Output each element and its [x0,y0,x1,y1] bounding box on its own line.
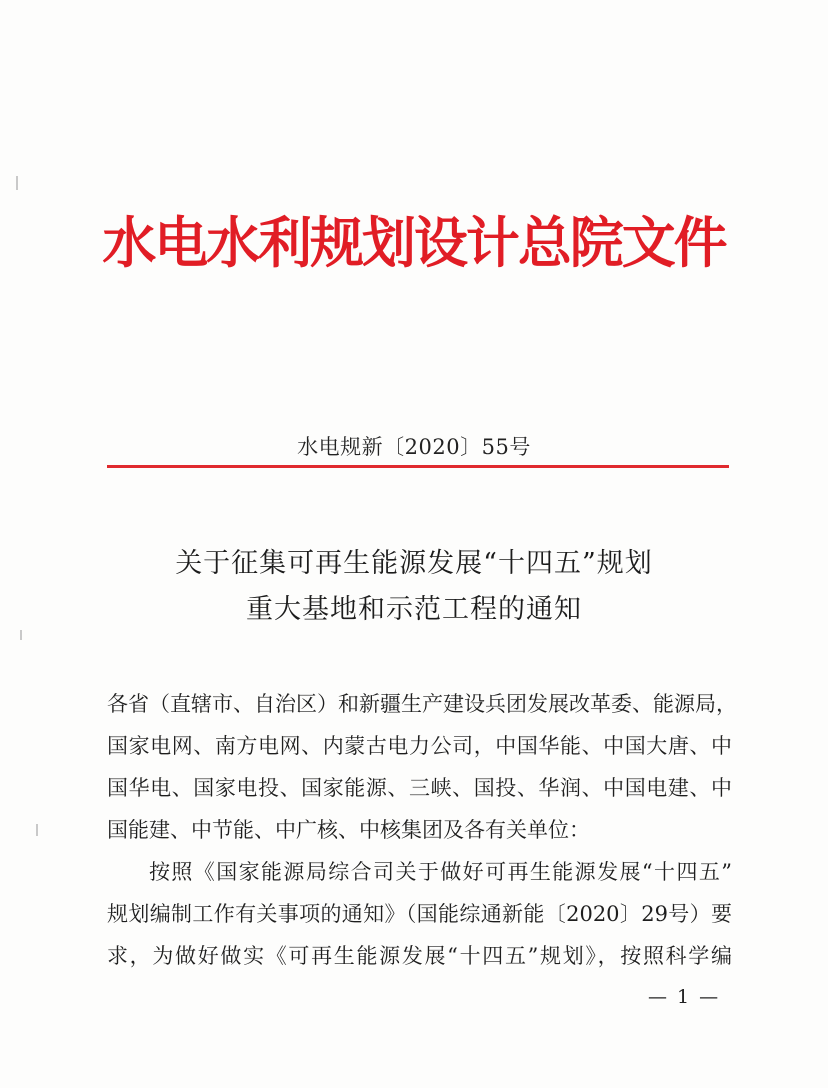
page-number: — 1 — [648,986,721,1008]
issuer-title: 水电水利规划设计总院文件 [102,211,726,275]
notice-title-line-2: 重大基地和示范工程的通知 [246,594,582,625]
notice-title-line-1: 关于征集可再生能源发展“十四五”规划 [175,548,653,579]
body-line: 国能建、中节能、中广核、中核集团及各有关单位： [107,818,590,842]
body-line: 各省（直辖市、自治区）和新疆生产建设兵团发展改革委、能源局， [107,692,737,716]
scan-edge-mark [16,176,18,190]
body-line: 国家电网、南方电网、内蒙古电力公司，中国华能、中国大唐、中 [107,734,732,758]
body-line: 国华电、国家电投、国家能源、三峡、国投、华润、中国电建、中 [107,776,732,800]
scan-edge-mark [20,630,22,640]
body-line: 规划编制工作有关事项的通知》（国能综通新能〔2020〕29号）要 [107,902,732,926]
scan-edge-mark [36,824,38,836]
body-line: 求，为做好做实《可再生能源发展“十四五”规划》，按照科学编 [107,944,732,968]
body-line: 按照《国家能源局综合司关于做好可再生能源发展“十四五” [149,860,732,884]
document-number: 水电规新〔2020〕55号 [297,435,531,459]
red-divider-line [107,465,729,468]
